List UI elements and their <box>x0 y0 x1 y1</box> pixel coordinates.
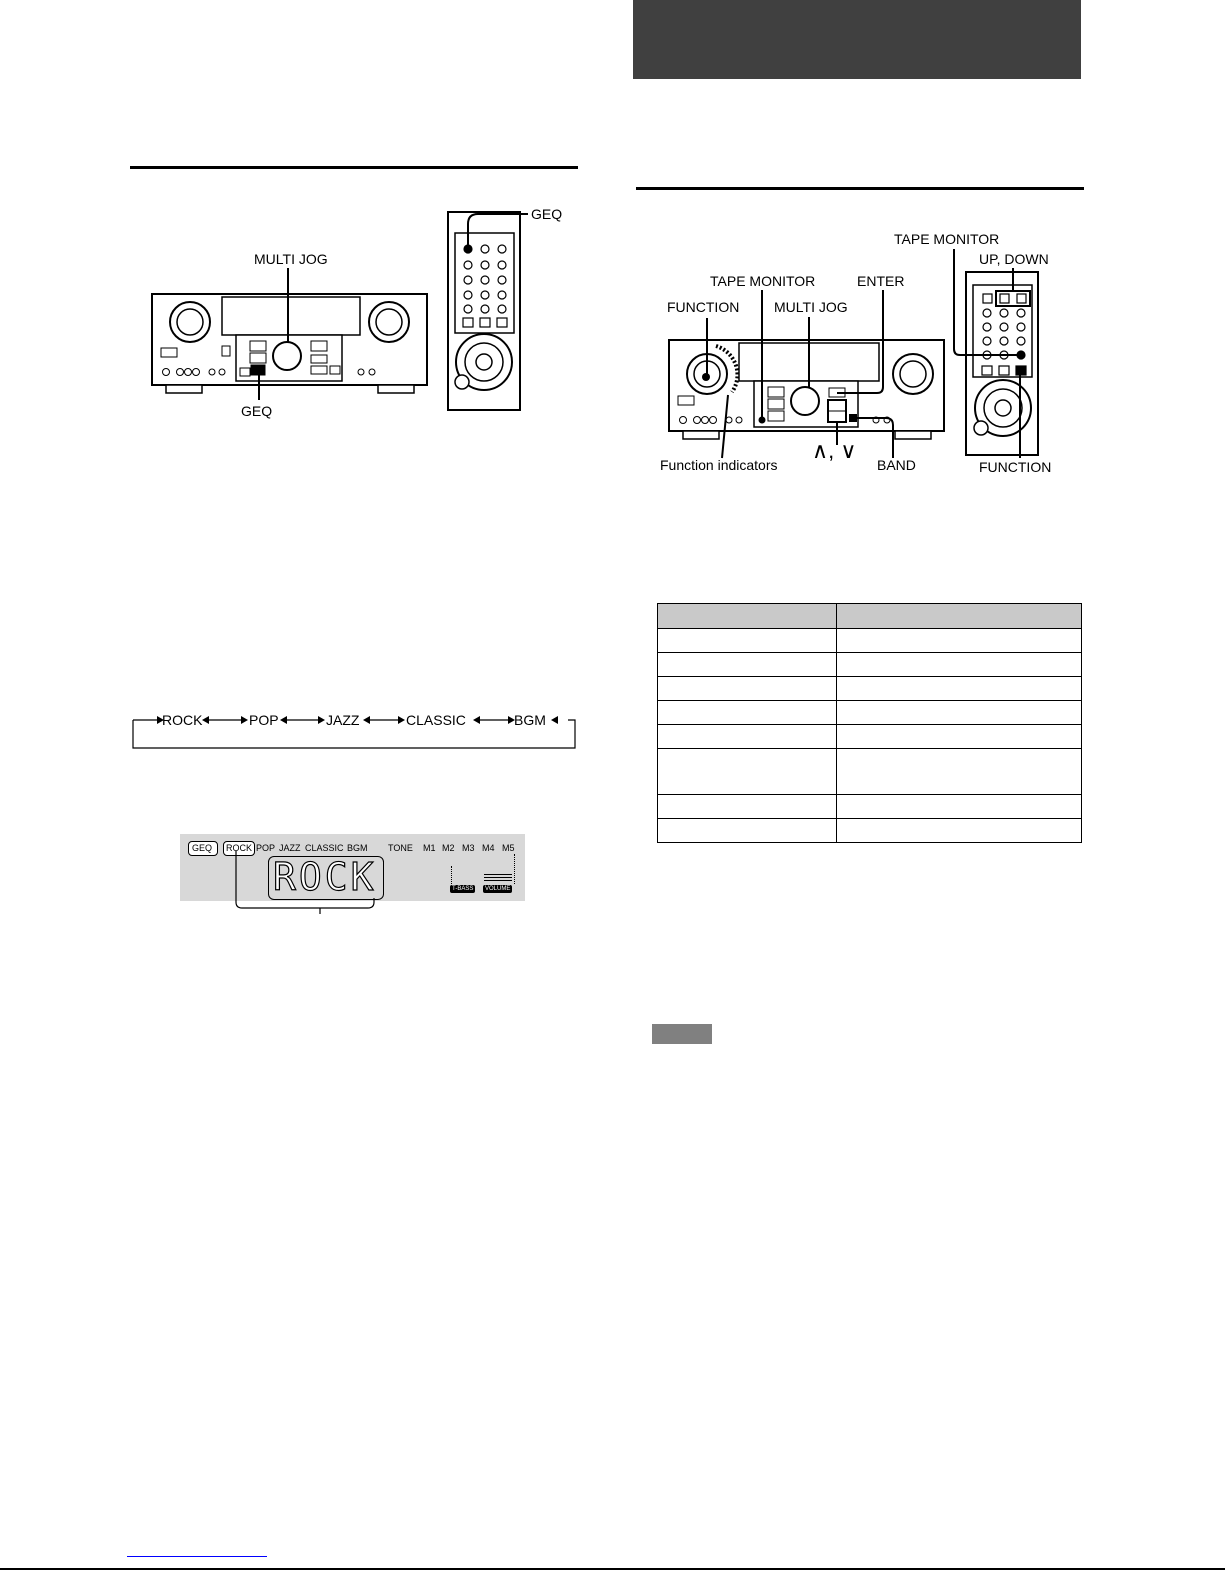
indicator-bgm: BGM <box>347 843 368 853</box>
table-cell <box>837 819 1082 843</box>
indicator-m1: M1 <box>423 843 436 853</box>
table-cell <box>658 701 837 725</box>
indicator-m2: M2 <box>442 843 455 853</box>
callout-geq-unit: GEQ <box>241 403 273 419</box>
indicator-m3: M3 <box>462 843 475 853</box>
callout-function-indicators: Function indicators <box>660 457 778 473</box>
table-row <box>658 677 1082 701</box>
mode-classic: CLASSIC <box>406 712 466 728</box>
table-cell <box>837 795 1082 819</box>
table-row <box>658 653 1082 677</box>
main-display-text: ROCK <box>273 855 377 899</box>
indicator-rock: ROCK <box>226 843 253 853</box>
callout-enter: ENTER <box>857 273 905 289</box>
indicator-tone: TONE <box>388 843 413 853</box>
mode-bgm: BGM <box>514 712 546 728</box>
table-row <box>658 725 1082 749</box>
indicator-jazz: JAZZ <box>279 843 301 853</box>
table-cell <box>837 629 1082 653</box>
table-header-cell <box>837 604 1082 629</box>
table-cell <box>837 677 1082 701</box>
table-cell <box>837 725 1082 749</box>
table-cell <box>658 749 837 795</box>
volume-badge: VOLUME <box>485 886 511 892</box>
table-header-row <box>658 604 1082 629</box>
callout-tape-monitor-remote: TAPE MONITOR <box>894 231 1000 247</box>
callout-function-unit: FUNCTION <box>667 299 740 315</box>
table-cell <box>658 677 837 701</box>
indicator-classic: CLASSIC <box>305 843 344 853</box>
callout-arrows: ∧, ∨ <box>812 438 857 463</box>
table-cell <box>837 749 1082 795</box>
function-table <box>657 603 1082 843</box>
table-cell <box>658 819 837 843</box>
footer-rule <box>0 1568 1225 1570</box>
table-cell <box>658 653 837 677</box>
mode-rock: ROCK <box>162 712 203 728</box>
table-row <box>658 819 1082 843</box>
callout-tape-monitor-unit: TAPE MONITOR <box>710 273 816 289</box>
indicator-geq: GEQ <box>192 843 213 853</box>
callout-multi-jog: MULTI JOG <box>774 299 848 315</box>
t-bass-badge: T-BASS <box>452 886 474 892</box>
callout-band: BAND <box>877 457 916 473</box>
mode-pop: POP <box>249 712 279 728</box>
indicator-m4: M4 <box>482 843 495 853</box>
indicator-m5: M5 <box>502 843 515 853</box>
callout-multi-jog: MULTI JOG <box>254 251 328 267</box>
table-row <box>658 701 1082 725</box>
table-header-cell <box>658 604 837 629</box>
table-row <box>658 795 1082 819</box>
footer-link-underline[interactable] <box>127 1556 267 1557</box>
table-row <box>658 629 1082 653</box>
mode-jazz: JAZZ <box>326 712 360 728</box>
table-cell <box>658 629 837 653</box>
callout-function-remote: FUNCTION <box>979 459 1052 475</box>
table-cell <box>837 701 1082 725</box>
callout-up-down: UP, DOWN <box>979 251 1049 267</box>
note-label-box <box>652 1024 712 1044</box>
indicator-pop: POP <box>256 843 276 853</box>
table-row <box>658 749 1082 795</box>
table-cell <box>837 653 1082 677</box>
callout-geq-remote: GEQ <box>531 206 563 222</box>
table-cell <box>658 795 837 819</box>
table-cell <box>658 725 837 749</box>
